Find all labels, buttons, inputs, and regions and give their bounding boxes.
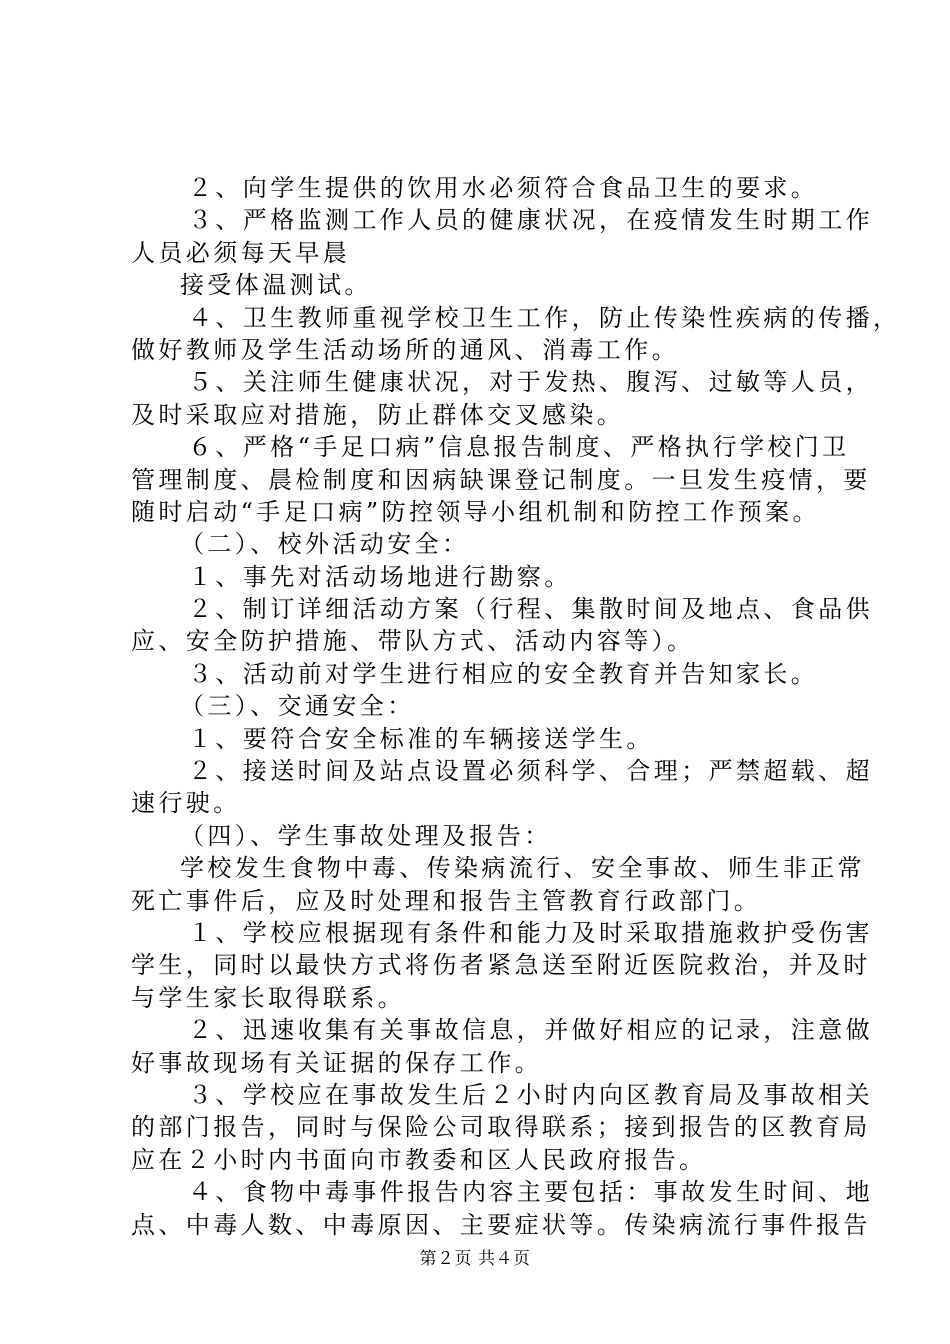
text-line: 的部门报告，同时与保险公司取得联系；接到报告的区教育局 <box>131 1113 871 1142</box>
text-line: 人员必须每天早晨 <box>131 238 351 267</box>
text-line: 速行驶。 <box>131 789 241 818</box>
text-line: ４、卫生教师重视学校卫生工作，防止传染性疾病的传播， <box>188 303 901 332</box>
text-line: 点、中毒人数、中毒原因、主要症状等。传染病流行事件报告 <box>131 1210 871 1239</box>
text-line: 好事故现场有关证据的保存工作。 <box>131 1048 542 1077</box>
text-line: （二）、校外活动安全： <box>180 530 470 559</box>
text-line: 学校发生食物中毒、传染病流行、安全事故、师生非正常 <box>180 854 865 883</box>
document-body <box>131 172 901 1241</box>
text-line: 学生，同时以最快方式将伤者紧急送至附近医院救治，并及时 <box>131 951 871 980</box>
text-line: ３、学校应在事故发生后２小时内向区教育局及事故相关 <box>188 1080 873 1109</box>
text-line: ３、严格监测工作人员的健康状况，在疫情发生时期工作 <box>188 206 873 235</box>
text-line: １、事先对活动场地进行勘察。 <box>188 562 572 591</box>
text-line: 与学生家长取得联系。 <box>131 983 405 1012</box>
text-line: ５、关注师生健康状况，对于发热、腹泻、过敏等人员， <box>188 368 873 397</box>
text-line: 随时启动“手足口病”防控领导小组机制和防控工作预案。 <box>131 497 820 526</box>
text-line: 管理制度、晨检制度和因病缺课登记制度。一旦发生疫情，要 <box>131 465 871 494</box>
text-line: 应在２小时内书面向市教委和区人民政府报告。 <box>131 1145 707 1174</box>
page-footer: 第２页 共４页 <box>419 1249 531 1269</box>
text-line: ２、接送时间及站点设置必须科学、合理；严禁超载、超 <box>188 757 873 786</box>
text-line: ２、制订详细活动方案（行程、集散时间及地点、食品供 <box>188 595 873 624</box>
text-line: 死亡事件后，应及时处理和报告主管教育行政部门。 <box>131 886 762 915</box>
text-line: ２、迅速收集有关事故信息，并做好相应的记录，注意做 <box>188 1016 873 1045</box>
text-line: ６、严格“手足口病”信息报告制度、严格执行学校门卫 <box>188 433 850 462</box>
text-line: 做好教师及学生活动场所的通风、消毒工作。 <box>131 335 679 364</box>
text-line: １、学校应根据现有条件和能力及时采取措施救护受伤害 <box>188 918 873 947</box>
text-line: 应、安全防护措施、带队方式、活动内容等）。 <box>131 627 695 656</box>
text-line: （四）、学生事故处理及报告： <box>180 821 552 850</box>
text-line: ２、向学生提供的饮用水必须符合食品卫生的要求。 <box>188 174 819 202</box>
text-line: ３、活动前对学生进行相应的安全教育并告知家长。 <box>188 659 819 688</box>
text-line: 接受体温测试。 <box>180 271 372 300</box>
text-line: （三）、交通安全： <box>180 692 415 721</box>
text-line: 及时采取应对措施，防止群体交叉感染。 <box>131 400 625 429</box>
text-line: １、要符合安全标准的车辆接送学生。 <box>188 724 654 753</box>
text-line: ４、食物中毒事件报告内容主要包括：事故发生时间、地 <box>188 1178 873 1207</box>
